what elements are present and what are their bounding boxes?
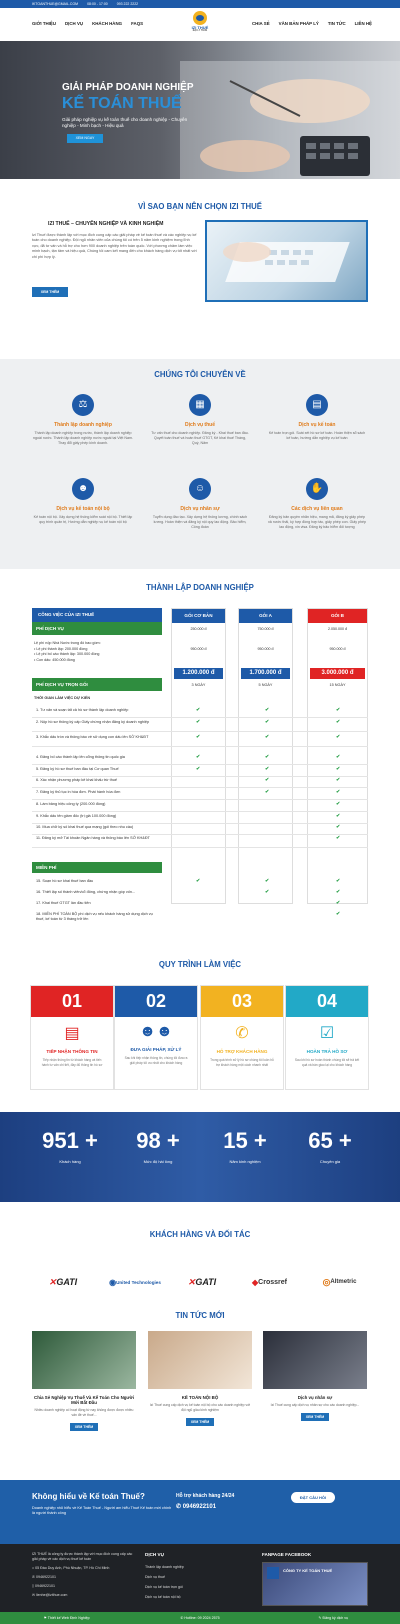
site-logo[interactable]: [191, 11, 209, 35]
plan-days: 3 NGÀY: [191, 683, 206, 687]
facebook-page-widget[interactable]: [262, 1562, 368, 1606]
footer-email-text: lienhe@izithue.com: [36, 1593, 68, 1597]
check-icon: ✔: [336, 734, 341, 740]
cta-title: Không hiểu về Kế toán Thuế?: [32, 1492, 145, 1501]
stat-number: 951 +: [42, 1128, 98, 1153]
check-icon: ✔: [336, 911, 341, 917]
partner-logo[interactable]: ◎ Altmetric: [322, 1276, 357, 1287]
package-row-label: 7. Đăng ký thủ tục in hóa đơn. Phát hành hóa đơn: [36, 790, 121, 794]
check-icon: ✔: [336, 719, 341, 725]
footer-address: [32, 1566, 109, 1570]
stat-label: Năm kinh nghiệm: [229, 1159, 261, 1164]
check-icon: ✔: [196, 734, 201, 740]
service-card[interactable]: [33, 478, 133, 525]
plan-total: 1.200.000 đ: [174, 668, 223, 679]
partner-name: United Technologies: [116, 1279, 161, 1285]
package-row-label: 6. Xác nhận phương pháp kê khai khấu trừ thuế: [36, 778, 118, 782]
cta-hotline-label: Hỗ trợ khách hàng 24/24: [176, 1493, 235, 1499]
logo-text: IZI THUẾ: [191, 25, 209, 30]
why-paragraph: Izi Thuế được thành lập với mục đích cung cấp các giải pháp về kế toán thuế và các nghiệp vụ kế toán cho doanh nghiệp. Đội ngũ nhân viên của chúng tôi có trên 5 năm kinh nghiệm trong lĩnh vực, đã tư vấn và hỗ trợ cho hơn 900 doanh nghiệp trên toàn quốc. Với phương châm làm việc minh bạch, tận tâm và hiệu quả, Chúng tôi cam kết mang đến cho khách hàng dịch vụ tốt nhất với chi phí hợp lý.: [32, 233, 197, 259]
service-desc: Tư vấn thuế cho doanh nghiệp. Đăng ký - Khai thuế ban đầu. Quyết toán thuế và hoàn thuế GTGT, Kê khai thuế Tháng, Quý, Năm: [151, 431, 249, 445]
nav-item-share[interactable]: CHIA SẺ: [252, 21, 270, 26]
partner-logo[interactable]: ✕ GATI: [187, 1276, 217, 1287]
bottom-link-hotline[interactable]: ✆ Hotline: 09 2024 2575: [180, 1616, 220, 1620]
check-icon: ✔: [336, 824, 341, 830]
nav-item-contact[interactable]: LIÊN HỆ: [354, 21, 372, 26]
news-thumbnail: [148, 1331, 252, 1389]
footer-phone1[interactable]: [32, 1575, 56, 1579]
footer-phone2[interactable]: [32, 1584, 55, 1588]
bottom-link-text: Hotline: 09 2024 2575: [184, 1616, 220, 1620]
footer-menu-title: DỊCH VỤ: [145, 1552, 164, 1557]
keyboard-graphic: [207, 222, 366, 300]
check-icon: ✔: [336, 789, 341, 795]
process-section-title: QUY TRÌNH LÀM VIỆC: [158, 960, 242, 969]
support-icon: ✆: [235, 1025, 249, 1042]
footer-menu: [145, 1562, 184, 1602]
partner-logo[interactable]: ◉ United Technologies: [109, 1277, 161, 1287]
check-icon: ✔: [336, 889, 341, 895]
stat-item: [30, 1128, 110, 1164]
plan-fee2: 950.000 đ: [329, 647, 346, 651]
row-divider: [32, 787, 368, 788]
fanpage-title: FANPAGE FACEBOOK: [262, 1552, 312, 1557]
footer-phone-text: 0946922101: [36, 1575, 57, 1579]
phone-text[interactable]: 093 222 2222: [116, 2, 139, 6]
check-icon: ✔: [196, 878, 201, 884]
plan-total: 1.700.000 đ: [241, 668, 290, 679]
stat-label: Khách hàng: [59, 1159, 81, 1164]
calculator-icon: ▦: [189, 394, 211, 416]
why-more-button[interactable]: XEM THÊM: [32, 287, 68, 297]
service-title: Thành lập doanh nghiệp: [54, 422, 112, 428]
news-desc: Izi Thuế cung cấp dịch vụ kế toán nội bộ cho các doanh nghiệp với đội ngũ giàu kinh nghiệm: [149, 1403, 251, 1412]
row-divider: [32, 811, 368, 812]
plan-name: GÓI A: [239, 609, 292, 623]
nav-item-faqs[interactable]: FAQS: [131, 21, 144, 26]
nav-item-about[interactable]: GIỚI THIỆU: [32, 21, 56, 26]
check-icon: ✔: [265, 777, 270, 783]
plan-fee2: 950.000 đ: [257, 647, 274, 651]
row-divider: [32, 847, 368, 848]
row-divider: [32, 799, 368, 800]
news-section-title: TIN TỨC MỚI: [175, 1311, 225, 1320]
service-desc: Kế toán nội bộ. Xây dựng hệ thống kiểm soát nội bộ. Thiết lập quy trình quản trị, Hướng dẫn nghiệp vụ kế toán nội bộ: [33, 515, 133, 524]
check-icon: ✔: [265, 754, 270, 760]
step-desc: Sau khi hồ sơ hoàn thành chúng tôi sẽ trả kết quả và bàn giao lại cho khách hàng: [294, 1058, 360, 1067]
check-icon: ✔: [336, 777, 341, 783]
hero-hands-calculator-image: [0, 41, 400, 179]
partner-logo[interactable]: ◆ Crossref: [252, 1277, 287, 1287]
plan-fee: 250.000 đ: [190, 627, 207, 631]
nav-item-legal[interactable]: VĂN BẢN PHÁP LÝ: [278, 21, 319, 26]
gavel-icon: ⚖: [72, 394, 94, 416]
partner-logo[interactable]: ✕ GATI: [48, 1276, 78, 1287]
process-step: [114, 985, 198, 1090]
nav-item-services[interactable]: DỊCH VỤ: [65, 21, 84, 26]
step-title: ĐƯA GIẢI PHÁP, XỬ LÝ: [130, 1047, 182, 1052]
footer-email[interactable]: [32, 1593, 67, 1597]
pricing-header: CÔNG VIỆC CỦA IZI THUẾ: [32, 608, 162, 622]
stat-number: 15 +: [223, 1128, 267, 1153]
service-desc: Thành lập doanh nghiệp trong nước, thành lập doanh nghiệp ngoài nước. Thành lập doanh nghiệp nước ngoài tại Việt Nam. Thay đổi giấy phép kinh doanh.: [33, 431, 133, 445]
email-text[interactable]: IKTOANTHUE@GMAIL.COM: [32, 2, 79, 6]
footer-menu-item[interactable]: Dịch vụ thuế: [145, 1575, 165, 1579]
news-more-button[interactable]: XEM THÊM: [70, 1423, 98, 1431]
footer-about: IZI THUẾ là công ty được thành lập với mục đích cung cấp các giải pháp về các dịch vụ thuế kế toán: [32, 1552, 133, 1561]
fee-note-line: • Con dấu: 450.000 đồng: [34, 657, 75, 662]
plan-name: GÓI CƠ BẢN: [172, 609, 225, 623]
bottom-link-text: Đăng ký dịch vụ: [322, 1616, 349, 1620]
timeline-label: THỜI GIAN LÀM VIỆC DỰ KIẾN: [34, 696, 91, 700]
plan-fee2: 950.000 đ: [190, 647, 207, 651]
fee-note-line: • Lệ phí bố cáo thành lập: 300.000 đồng: [34, 652, 100, 657]
fee-note-line: Lệ phí nộp Nhà Nước trong đó bao gồm:: [34, 641, 101, 645]
free-section-label: MIỄN PHÍ: [32, 862, 162, 873]
hero-cta-button[interactable]: XEM NGAY: [67, 134, 103, 143]
row-divider: [32, 776, 368, 777]
logo-subtext: ĐẠI LÝ THUẾ: [192, 30, 208, 32]
plan-fee: 2.050.000 đ: [328, 627, 347, 631]
check-icon: ✔: [196, 754, 201, 760]
nav-item-customers[interactable]: KHÁCH HÀNG: [92, 21, 123, 26]
service-desc: Kế toán trọn gói. Soát xét hồ sơ kế toán. Hoàn thiện sổ sách kế toán, hướng dẫn nghiệp vụ kế toán: [268, 431, 366, 440]
fee-section-label: PHÍ DỊCH VỤ: [32, 622, 162, 635]
footer-menu-item[interactable]: Dịch vụ kế toán nội bộ: [145, 1595, 181, 1599]
footer-address-text: 05 Đào Duy Anh, Phú Nhuận, TP. Hồ Chí Minh: [35, 1566, 110, 1570]
news-desc: Nhiều doanh nghiệp cố hoạt động từ nay không được được nhiều vấn đề về thuế...: [34, 1408, 134, 1417]
hero-title-line2: KẾ TOÁN THUẾ: [62, 95, 182, 112]
pricing-section-title: THÀNH LẬP DOANH NGHIỆP: [146, 583, 254, 592]
fee-note-line: • Lệ phí thành lập: 200.000 đồng: [34, 646, 88, 651]
news-card[interactable]: [32, 1331, 136, 1431]
stat-item: [205, 1128, 285, 1164]
news-title[interactable]: Chia Sẻ Nghiệp Vụ Thuế Và Kế Toán Cho Người Mới Bắt Đầu: [34, 1395, 134, 1405]
mobile-icon: ▯: [32, 1584, 35, 1588]
stat-number: 98 +: [136, 1128, 180, 1153]
service-title: Các dịch vụ liên quan: [291, 506, 343, 512]
check-icon: ✔: [265, 889, 270, 895]
bottom-link-design[interactable]: ⚑ Thiết kế Web Định Nghiệp: [43, 1616, 90, 1620]
check-icon: ✔: [196, 719, 201, 725]
row-divider: [32, 834, 368, 835]
service-card[interactable]: [267, 394, 367, 441]
mail-icon: ✉: [32, 1593, 37, 1597]
process-step: [200, 985, 284, 1090]
top-contact-bar: [0, 0, 400, 8]
row-divider: [32, 823, 368, 824]
main-navigation: [0, 8, 400, 41]
package-row-label: 5. Đăng ký hồ sơ thuế ban đầu tại Cơ quan Thuế: [36, 767, 119, 771]
step-title: HOÀN TRẢ HỒ SƠ: [306, 1049, 348, 1054]
stat-label: Chuyên gia: [319, 1159, 341, 1164]
cta-banner: [0, 1480, 400, 1544]
users-icon: ☻: [72, 478, 94, 500]
news-thumbnail: [263, 1331, 367, 1389]
partners-section-title: KHÁCH HÀNG VÀ ĐỐI TÁC: [149, 1230, 251, 1239]
package-row-label: 1. Tư vấn và soạn tất cả hồ sơ thành lập doanh nghiệp: [36, 708, 129, 712]
stat-number: 65 +: [308, 1128, 352, 1153]
free-row-label: 15. Soạn hồ sơ khai thuế ban đầu: [36, 879, 94, 883]
package-row-label: 8. Làm bảng hiệu công ty (200.000 đồng): [36, 802, 106, 806]
check-icon: ✔: [196, 766, 201, 772]
plan-name: GÓI B: [308, 609, 367, 623]
group-icon: ☻☻: [139, 1023, 173, 1040]
fee-note: [34, 641, 160, 663]
footer: [0, 1544, 400, 1612]
phone-icon: ✆: [176, 1504, 183, 1510]
cta-hotline-number: 0946922101: [182, 1504, 217, 1510]
service-title: Dịch vụ thuế: [184, 422, 215, 428]
check-icon: ✔: [265, 707, 270, 713]
check-icon: ✔: [265, 878, 270, 884]
step-desc: Trong quá trình xử lý hồ sơ chúng tôi luôn hỗ trợ khách hàng một cách nhanh nhất: [210, 1058, 274, 1067]
check-icon: ✔: [265, 789, 270, 795]
step-title: TIẾP NHẬN THÔNG TIN: [46, 1049, 98, 1054]
news-more-button[interactable]: XEM THÊM: [186, 1418, 214, 1426]
package-row-label: 9. Khắc dấu tên giám đốc (trị giá 100.000 đồng): [36, 814, 117, 818]
cta-subtitle: Doanh nghiệp nhỏ hiểu về Kế Toán Thuế - Người am hiểu Thuế Kế toán mới chính là người thành công: [32, 1506, 172, 1516]
service-title: Dịch vụ kế toán nội bộ: [56, 506, 110, 512]
row-divider: [32, 764, 368, 765]
bottom-link-register[interactable]: ✎ Đăng ký dịch vụ: [318, 1616, 349, 1620]
check-icon: ✔: [336, 835, 341, 841]
news-more-button[interactable]: XEM THÊM: [301, 1413, 329, 1421]
partner-name: GATI: [195, 1277, 217, 1287]
package-section-label: PHÍ DỊCH VỤ TRỌN GÓI: [32, 678, 162, 691]
footer-phone-text: 0946922101: [34, 1584, 55, 1588]
step-desc: Tiếp nhận thông tin từ khách hàng và tiến hành tư vấn chi tiết, đầy đủ thông tin hồ sơ: [41, 1058, 103, 1067]
footer-menu-item[interactable]: Dịch vụ kế toán trọn gói: [145, 1585, 183, 1589]
bottom-link-text: Thiết kế Web Định Nghiệp: [47, 1616, 90, 1620]
phone-icon: ✆: [32, 1575, 37, 1579]
check-icon: ✔: [336, 813, 341, 819]
hours-text: 08:00 - 17:00: [87, 2, 108, 6]
news-title[interactable]: Dịch vụ nhân sự: [297, 1395, 333, 1400]
partner-name: GATI: [56, 1277, 78, 1287]
step-number: 04: [286, 986, 368, 1017]
package-row-label: 2. Nộp hồ sơ thông ký cấp Giấy chứng nhận đăng ký doanh nghiệp: [36, 720, 150, 724]
check-icon: ✔: [336, 707, 341, 713]
cta-hotline[interactable]: [176, 1503, 216, 1510]
hero-title-line1: GIẢI PHÁP DOANH NGHIỆP: [62, 82, 194, 93]
fb-page-avatar: [267, 1567, 279, 1579]
check-icon: ✔: [336, 900, 341, 906]
service-card[interactable]: [150, 478, 250, 530]
process-step: [30, 985, 114, 1090]
row-divider: [32, 717, 368, 718]
package-row-label: 10. Mua chữ ký số khai thuế qua mạng (gói theo nhu cầu): [36, 825, 134, 829]
check-icon: ✔: [265, 766, 270, 772]
news-desc: Izi Thuế cung cấp dịch vụ nhân sự cho các doanh nghiệp...: [270, 1403, 360, 1407]
row-divider: [32, 731, 368, 732]
logo-emblem-icon: [193, 11, 207, 25]
free-row-label: 16. Thiết lập số thành viên/cổ đông, chứng nhận góp vốn...: [36, 890, 136, 894]
service-card[interactable]: [267, 478, 367, 530]
step-number: 01: [31, 986, 113, 1017]
service-card[interactable]: [33, 394, 133, 446]
checklist-icon: ☑: [319, 1025, 335, 1042]
check-icon: ✔: [265, 719, 270, 725]
footer-menu-item[interactable]: Thành lập doanh nghiệp: [145, 1565, 184, 1569]
plan-fee: 750.000 đ: [257, 627, 274, 631]
plan-days: 15 NGÀY: [329, 683, 346, 687]
row-divider: [32, 746, 368, 747]
stat-item: [290, 1128, 370, 1164]
plan-total: 3.000.000 đ: [310, 668, 365, 679]
services-section: [0, 359, 400, 569]
step-number: 02: [115, 986, 197, 1017]
news-card[interactable]: [148, 1331, 252, 1426]
package-row-label: 11. Đăng ký mở Tài khoản Ngân hàng và thông báo lên SỞ KH&ĐT: [36, 836, 150, 840]
partner-name: Altmetric: [330, 1279, 357, 1285]
plan-days: 5 NGÀY: [258, 683, 273, 687]
step-title: HỖ TRỢ KHÁCH HÀNG: [216, 1049, 268, 1054]
stat-label: Mức độ hài lòng: [143, 1159, 173, 1164]
services-section-title: CHÚNG TÔI CHUYÊN VỀ: [154, 370, 246, 379]
service-desc: Tuyển dụng đào tạo. Xây dựng hệ thống lương, chính sách lương. Hoàn thiện và đăng ký nội quy lao động. Bảo hiểm, Công đoàn: [152, 515, 248, 529]
free-row-label: 17. Khai thuế GTGT lần đầu tiên: [36, 901, 91, 905]
news-thumbnail: [32, 1331, 136, 1389]
process-step: [285, 985, 369, 1090]
bottom-action-bar: [0, 1612, 400, 1624]
check-icon: ✔: [196, 707, 201, 713]
why-heading: IZI THUẾ – CHUYÊN NGHIỆP VÀ KINH NGHIỆM: [48, 221, 164, 227]
check-icon: ✔: [265, 734, 270, 740]
package-row-label: 3. Khắc dấu tròn và thông báo về sử dụng con dấu lên SỞ KH&ĐT: [36, 735, 149, 739]
service-title: Dịch vụ kế toán: [298, 422, 336, 428]
hero-subtitle: Giải pháp nghiệp vụ kế toán thuế cho doanh nghiệp - Chuyên nghiệp - Minh bạch - Hiệu quả: [62, 117, 188, 128]
step-number: 03: [201, 986, 283, 1017]
service-card[interactable]: [150, 394, 250, 446]
service-desc: Đăng ký bản quyền nhãn hiệu, mang mã, đăng ký giấy phép xả nước thải, ký hợp đồng hợp tác, giấy phép con. Giấy phép lao động, xin visa. Đăng ký bảo hiểm đối tượng: [268, 515, 366, 529]
check-icon: ✔: [336, 766, 341, 772]
team-icon: ☺: [189, 478, 211, 500]
package-row-label: 4. Đăng bố cáo thành lập lên cổng thông tin quốc gia: [36, 755, 125, 759]
hero-banner: [0, 41, 400, 179]
check-icon: ✔: [336, 878, 341, 884]
fb-page-name: CÔNG TY KẾ TOÁN THUẾ: [283, 1568, 333, 1573]
partner-name: Crossref: [258, 1278, 287, 1286]
news-card[interactable]: [263, 1331, 367, 1421]
check-icon: ✔: [336, 754, 341, 760]
nav-item-news[interactable]: TIN TỨC: [327, 21, 346, 26]
why-keyboard-image: [205, 220, 368, 302]
check-icon: ✔: [336, 801, 341, 807]
why-section-title: VÌ SAO BẠN NÊN CHỌN IZI THUẾ: [138, 202, 262, 211]
service-title: Dịch vụ nhân sự: [180, 506, 220, 512]
stat-item: [118, 1128, 198, 1164]
ask-question-button[interactable]: ĐẶT CÂU HỎI: [291, 1492, 335, 1503]
document-icon: ▤: [306, 394, 328, 416]
location-icon: ⌂: [32, 1566, 36, 1570]
step-desc: Sau khi tiếp nhận thông tin, chúng tôi đưa ra giải pháp tối ưu nhất cho khách hàng: [124, 1056, 188, 1065]
handshake-icon: ✋: [306, 478, 328, 500]
news-title[interactable]: KẾ TOÁN NỘI BỘ: [181, 1395, 219, 1400]
clipboard-icon: ▤: [64, 1025, 80, 1042]
free-row-label: 18. MIỄN PHÍ TOÀN BỘ phí dịch vụ nếu khách hàng sử dụng dịch vụ thuế, kế toán từ 3 tháng trở lên: [36, 912, 153, 921]
